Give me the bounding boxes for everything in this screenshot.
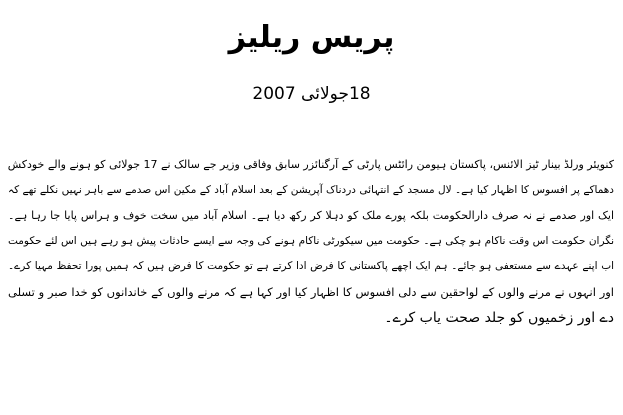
body-line-6: اور انہوں نے مرنے والوں کے لواحقین سے دلی افسوس کا اظہار کیا اور کہا ہے کہ مرنے والوں کے خاندانوں کو خدا صبر و تسلی xyxy=(8,284,614,299)
body-line-3: ایک اور صدمے نے نہ صرف دارالحکومت بلکہ پورے ملک کو دہلا کر رکھ دیا ہے۔ اسلام آباد میں سخت خوف و ہراس پایا جا رہا ہے۔ xyxy=(8,209,614,223)
body-line-2: دھماکے پر افسوس کا اظہار کیا ہے۔ لال مسجد کے انتہائی دردناک آپریشن کے بعد اسلام آباد کے مکین اس صدمے سے باہر نہیں نکلے تھے کہ xyxy=(8,183,614,196)
body-line-7: دے اور زخمیوں کو جلد صحت یاب کرے۔ xyxy=(384,309,614,326)
body-line-1: کنویئر ورلڈ بینار ٹیز الائنس، پاکستان ہیومن رائٹس پارٹی کے آرگنائزر سابق وفاقی وزیر جے سالک نے 17 جولائی کو ہونے والے خودکش xyxy=(8,158,614,171)
press-release-title: پریس ریلیز xyxy=(228,20,395,55)
press-release-body xyxy=(8,152,614,331)
release-date: 18جولائی 2007 xyxy=(252,84,371,104)
body-line-5: اب اپنے عہدے سے مستعفی ہو جائے۔ ہم ایک اچھے پاکستانی کا فرض ادا کرتے ہے تو حکومت کا فرض ہیں کہ ہمیں پورا تحفظ مہیا کرے۔ xyxy=(8,260,614,273)
body-line-4: نگران حکومت اس وقت ناکام ہو چکی ہے۔ حکومت میں سیکورٹی ناکام ہونے کی وجہ سے ایسے حادثات پیش ہو رہے ہیں اس لئے حکومت xyxy=(8,234,614,247)
